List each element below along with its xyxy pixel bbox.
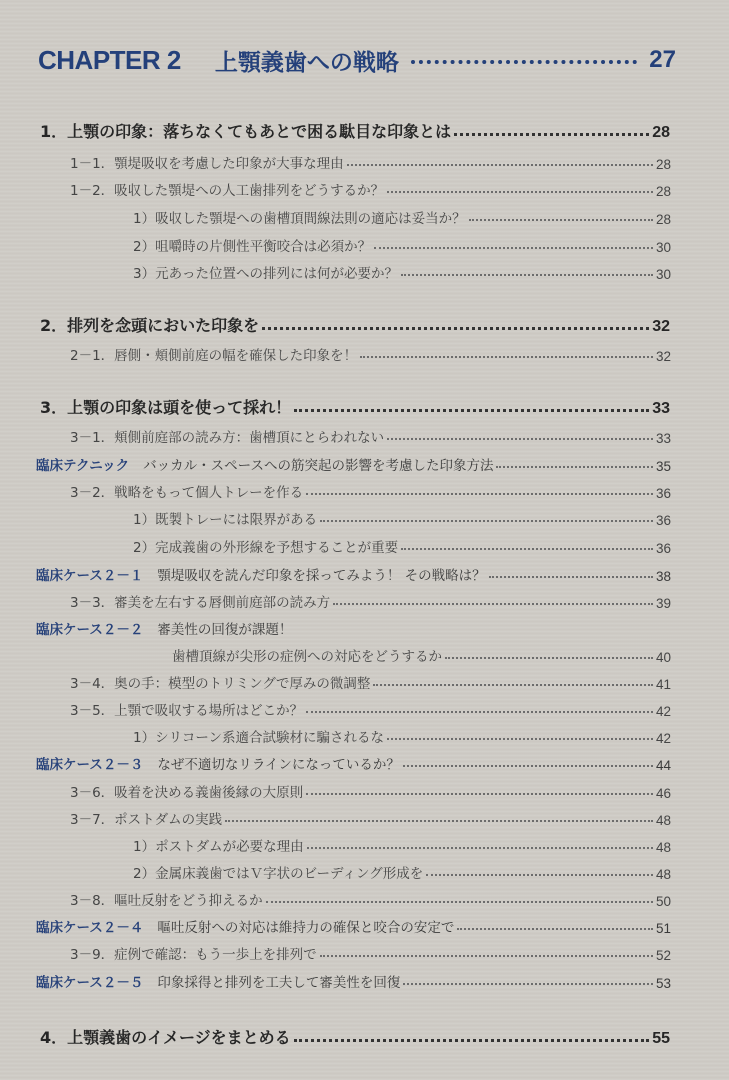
entry-title: 歯槽頂線が尖形の症例への対応をどうするか xyxy=(172,649,442,665)
entry-title: 1－1．顎堤吸収を考慮した印象が大事な理由 xyxy=(70,156,344,172)
entry-page: 28 xyxy=(655,184,671,199)
dot-leader xyxy=(496,466,652,468)
entry-page: 50 xyxy=(655,894,671,909)
toc-item[interactable] xyxy=(133,858,671,882)
toc-subsection[interactable] xyxy=(70,777,671,801)
toc-section[interactable] xyxy=(40,312,670,336)
entry-page: 36 xyxy=(655,486,671,501)
dot-leader xyxy=(387,738,653,740)
entry-page: 33 xyxy=(652,400,670,417)
toc-clinical-entry[interactable] xyxy=(36,450,671,474)
entry-page: 55 xyxy=(652,1030,670,1047)
chapter-page-number: 27 xyxy=(649,46,676,73)
dot-leader xyxy=(469,219,653,221)
entry-title: 3）元あった位置への排列には何が必要か？ xyxy=(133,266,398,282)
entry-page: 40 xyxy=(655,650,671,665)
clinical-tag: 臨床ケース２－３ xyxy=(36,757,144,773)
toc-item[interactable] xyxy=(133,258,671,282)
entry-title: 3－2．戦略をもって個人トレーを作る xyxy=(70,485,304,501)
entry-page: 30 xyxy=(655,267,671,282)
clinical-tag: 臨床ケース２－５ xyxy=(36,975,144,991)
entry-title: 3－4．奥の手：模型のトリミングで厚みの微調整 xyxy=(70,676,371,692)
entry-title: 3－3．審美を左右する唇側前庭部の読み方 xyxy=(70,595,331,611)
toc-section[interactable] xyxy=(40,118,670,142)
entry-page: 39 xyxy=(655,596,671,611)
dot-leader xyxy=(387,191,653,193)
dot-leader xyxy=(320,520,653,522)
entry-page: 44 xyxy=(655,758,671,773)
toc-item[interactable] xyxy=(133,722,671,746)
chapter-title: 上顎義歯への戦略 xyxy=(214,49,399,76)
entry-page: 48 xyxy=(655,813,671,828)
entry-page: 52 xyxy=(655,948,671,963)
dot-leader xyxy=(225,820,653,822)
dot-leader xyxy=(457,928,653,930)
entry-title: 3－7．ポストダムの実践 xyxy=(70,812,223,828)
dot-leader xyxy=(306,493,653,495)
toc-subsection[interactable] xyxy=(70,148,671,172)
entry-title: 1）ポストダムが必要な理由 xyxy=(133,839,304,855)
toc-item[interactable] xyxy=(172,641,671,665)
dot-leader xyxy=(374,247,653,249)
entry-title: 2．排列を念頭においた印象を xyxy=(40,316,260,335)
toc-subsection[interactable] xyxy=(70,587,671,611)
toc-subsection[interactable] xyxy=(70,340,671,364)
entry-title: 3－1．頬側前庭部の読み方：歯槽頂にとらわれない xyxy=(70,430,385,446)
dot-leader xyxy=(333,603,653,605)
toc-section[interactable] xyxy=(40,394,670,418)
toc-section[interactable] xyxy=(40,1024,670,1048)
entry-title: 3．上顎の印象は頭を使って採れ！ xyxy=(40,398,292,417)
dot-leader xyxy=(445,657,653,659)
toc-subsection[interactable] xyxy=(70,939,671,963)
entry-page: 42 xyxy=(655,704,671,719)
dot-leader xyxy=(426,874,653,876)
toc-subsection[interactable] xyxy=(70,422,671,446)
entry-title: 3－9．症例で確認：もう一歩上を排列で xyxy=(70,947,317,963)
dot-leader xyxy=(306,711,653,713)
entry-page: 28 xyxy=(655,212,671,227)
toc-clinical-entry[interactable] xyxy=(36,614,671,638)
entry-page: 36 xyxy=(655,541,671,556)
entry-title: なぜ不適切なリラインになっているか？ xyxy=(157,757,400,773)
entry-title: 1－2．吸収した顎堤への人工歯排列をどうするか？ xyxy=(70,183,385,199)
dot-leader xyxy=(489,576,653,578)
entry-title: 2）咀嚼時の片側性平衡咬合は必須か？ xyxy=(133,239,372,255)
entry-page: 35 xyxy=(655,459,671,474)
toc-subsection[interactable] xyxy=(70,668,671,692)
entry-page: 41 xyxy=(655,677,671,692)
chapter-label: CHAPTER 2 xyxy=(38,44,181,75)
entry-title: 審美性の回復が課題！ xyxy=(157,622,293,638)
entry-title: 2）完成義歯の外形線を予想することが重要 xyxy=(133,540,399,556)
toc-item[interactable] xyxy=(133,203,671,227)
toc-item[interactable] xyxy=(133,831,671,855)
dot-leader xyxy=(294,409,649,412)
dot-leader xyxy=(401,548,653,550)
entry-title: 顎堤吸収を読んだ印象を採ってみよう！ その戦略は？ xyxy=(157,568,486,584)
toc-subsection[interactable] xyxy=(70,175,671,199)
toc-clinical-entry[interactable] xyxy=(36,749,671,773)
dot-leader xyxy=(320,955,653,957)
dot-leader xyxy=(347,164,653,166)
entry-title: 3－6．吸着を決める義歯後縁の大原則 xyxy=(70,785,304,801)
toc-subsection[interactable] xyxy=(70,804,671,828)
entry-page: 53 xyxy=(655,976,671,991)
toc-subsection[interactable] xyxy=(70,477,671,501)
entry-page: 30 xyxy=(655,240,671,255)
entry-page: 51 xyxy=(655,921,671,936)
entry-title: 1．上顎の印象：落ちなくてもあとで困る駄目な印象とは xyxy=(40,122,452,141)
clinical-tag: 臨床テクニック xyxy=(36,458,130,474)
clinical-tag: 臨床ケース２－１ xyxy=(36,568,144,584)
entry-page: 38 xyxy=(655,569,671,584)
toc-clinical-entry[interactable] xyxy=(36,912,671,936)
entry-page: 28 xyxy=(652,124,670,141)
dot-leader xyxy=(294,1039,650,1042)
dot-leader xyxy=(266,901,653,903)
entry-title: 嘔吐反射への対応は維持力の確保と咬合の安定で xyxy=(157,920,455,936)
dot-leader xyxy=(387,438,653,440)
toc-item[interactable] xyxy=(133,532,671,556)
toc-item[interactable] xyxy=(133,504,671,528)
entry-page: 48 xyxy=(655,867,671,882)
clinical-tag: 臨床ケース２－４ xyxy=(36,920,144,936)
entry-page: 32 xyxy=(655,349,671,364)
clinical-tag: 臨床ケース２－２ xyxy=(36,622,144,638)
entry-title: バッカル・スペースへの筋突起の影響を考慮した印象方法 xyxy=(143,458,494,474)
toc-item[interactable] xyxy=(133,231,671,255)
dot-leader xyxy=(403,983,653,985)
entry-title: 1）吸収した顎堤への歯槽頂間線法則の適応は妥当か？ xyxy=(133,211,466,227)
dot-leader xyxy=(262,327,649,330)
entry-title: 2）金属床義歯ではＶ字状のビーディング形成を xyxy=(133,866,424,882)
entry-title: 4．上顎義歯のイメージをまとめる xyxy=(40,1028,291,1047)
toc-clinical-entry[interactable] xyxy=(36,560,671,584)
entry-page: 33 xyxy=(655,431,671,446)
toc-clinical-entry[interactable] xyxy=(36,967,671,991)
entry-page: 36 xyxy=(655,513,671,528)
entry-title: 2－1．唇側・頬側前庭の幅を確保した印象を！ xyxy=(70,348,358,364)
entry-page: 28 xyxy=(655,157,671,172)
toc-subsection[interactable] xyxy=(70,695,671,719)
dot-leader xyxy=(307,847,653,849)
dot-leader xyxy=(403,765,653,767)
entry-title: 1）既製トレーには限界がある xyxy=(133,512,318,528)
dot-leader xyxy=(306,793,653,795)
entry-page: 48 xyxy=(655,840,671,855)
entry-page: 32 xyxy=(652,318,670,335)
entry-page: 46 xyxy=(655,786,671,801)
entry-page: 42 xyxy=(655,731,671,746)
dot-leader xyxy=(360,356,653,358)
entry-title: 3－5．上顎で吸収する場所はどこか？ xyxy=(70,703,304,719)
entry-title: 1）シリコーン系適合試験材に騙されるな xyxy=(133,730,385,746)
entry-title: 印象採得と排列を工夫して審美性を回復 xyxy=(157,975,401,991)
entry-title: 3－8．嘔吐反射をどう抑えるか xyxy=(70,893,263,909)
dot-leader xyxy=(454,133,649,136)
dot-leader xyxy=(373,684,653,686)
dot-leader xyxy=(401,274,653,276)
toc-subsection[interactable] xyxy=(70,885,671,909)
